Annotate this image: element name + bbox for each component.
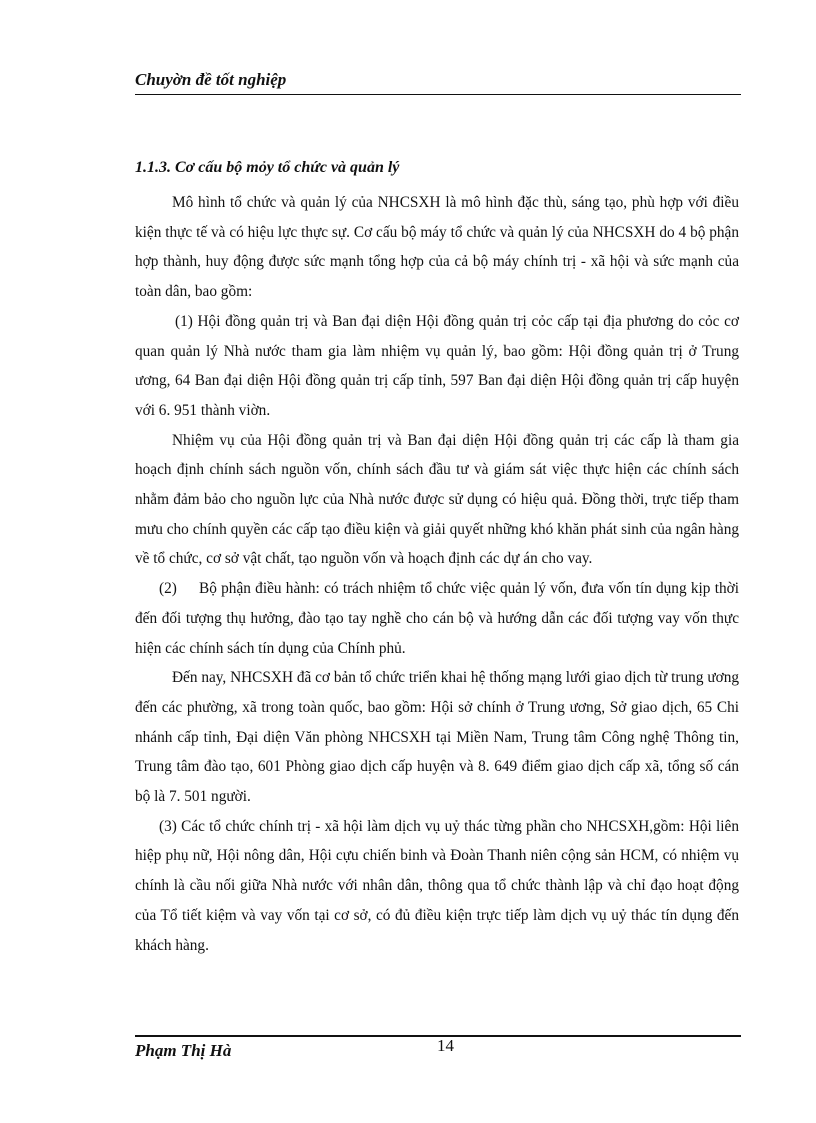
paragraph-network: Đến nay, NHCSXH đã cơ bản tổ chức triển khai hệ thống mạng lưới giao dịch từ trung ương đến các phường, xã trong toàn quốc, bao gồm: Hội sở chính ở Trung ương, Sở giao dịch, 65 Chi nhánh cấp tỉnh, Đại diện Văn phòng NHCSXH tại Miền Nam, Trung tâm Công nghệ Thông tin, Trung tâm đào tạo, 601 Phòng giao dịch cấp huyện và 8. 649 điểm giao dịch cấp xã, tổng số cán bộ là 7. 501 người.	[135, 669, 739, 806]
paragraph-board-duties: Nhiệm vụ của Hội đồng quản trị và Ban đại diện Hội đồng quản trị các cấp là tham gia hoạch định chính sách nguồn vốn, chính sách đầu tư và giám sát việc thực hiện các chính sách nhằm đảm bảo cho nguồn lực của Nhà nước được sử dụng có hiệu quả. Đồng thời, trực tiếp tham mưu cho chính quyền các cấp tạo điều kiện và giải quyết những khó khăn phát sinh của ngân hàng về tổ chức, cơ sở vật chất, tạo nguồn vốn và hoạch định các dự án cho vay.	[135, 431, 739, 568]
paragraph-item-2	[135, 574, 739, 663]
section-heading: 1.1.3. Cơ cấu bộ mỏy tổ chức và quản lý	[135, 159, 400, 176]
header-divider	[135, 94, 741, 95]
body-text	[135, 188, 739, 960]
document-header-title: Chuyờn đề tốt nghiệp	[135, 70, 287, 89]
item-2-text: Bộ phận điều hành: có trách nhiệm tổ chức việc quản lý vốn, đưa vốn tín dụng kịp thời đến đối tượng thụ hưởng, đào tạo tay nghề cho cán bộ và hướng dẫn các đối tượng vay vốn thực hiện các chính sách tín dụng của Chính phủ.	[135, 580, 739, 657]
page-number: 14	[437, 1036, 454, 1055]
item-2-label: (2)	[159, 580, 177, 598]
paragraph-intro: Mô hình tổ chức và quản lý của NHCSXH là mô hình đặc thù, sáng tạo, phù hợp với điều kiện thực tế và có hiệu lực thực sự. Cơ cấu bộ máy tổ chức và quản lý của NHCSXH do 4 bộ phận hợp thành, huy động được sức mạnh tổng hợp của cả bộ máy chính trị - xã hội và sức mạnh của toàn dân, bao gồm:	[135, 194, 739, 301]
paragraph-item-1: (1) Hội đồng quản trị và Ban đại diện Hội đồng quản trị cỏc cấp tại địa phương do cỏc cơ quan quản lý Nhà nước tham gia làm nhiệm vụ quản lý, bao gồm: Hội đồng quản trị ở Trung ương, 64 Ban đại diện Hội đồng quản trị cấp tỉnh, 597 Ban đại diện Hội đồng quản trị cấp huyện với 6. 951 thành viờn.	[135, 312, 739, 419]
footer-author: Phạm Thị Hà	[135, 1041, 232, 1060]
paragraph-item-3: (3) Các tổ chức chính trị - xã hội làm dịch vụ uỷ thác từng phần cho NHCSXH,gồm: Hội liên hiệp phụ nữ, Hội nông dân, Hội cựu chiến binh và Đoàn Thanh niên cộng sản HCM, có nhiệm vụ chính là cầu nối giữa Nhà nước với nhân dân, thông qua tổ chức thành lập và chỉ đạo hoạt động của Tổ tiết kiệm và vay vốn tại cơ sở, có đủ điều kiện trực tiếp làm dịch vụ uỷ thác tín dụng đến khách hàng.	[135, 817, 739, 954]
